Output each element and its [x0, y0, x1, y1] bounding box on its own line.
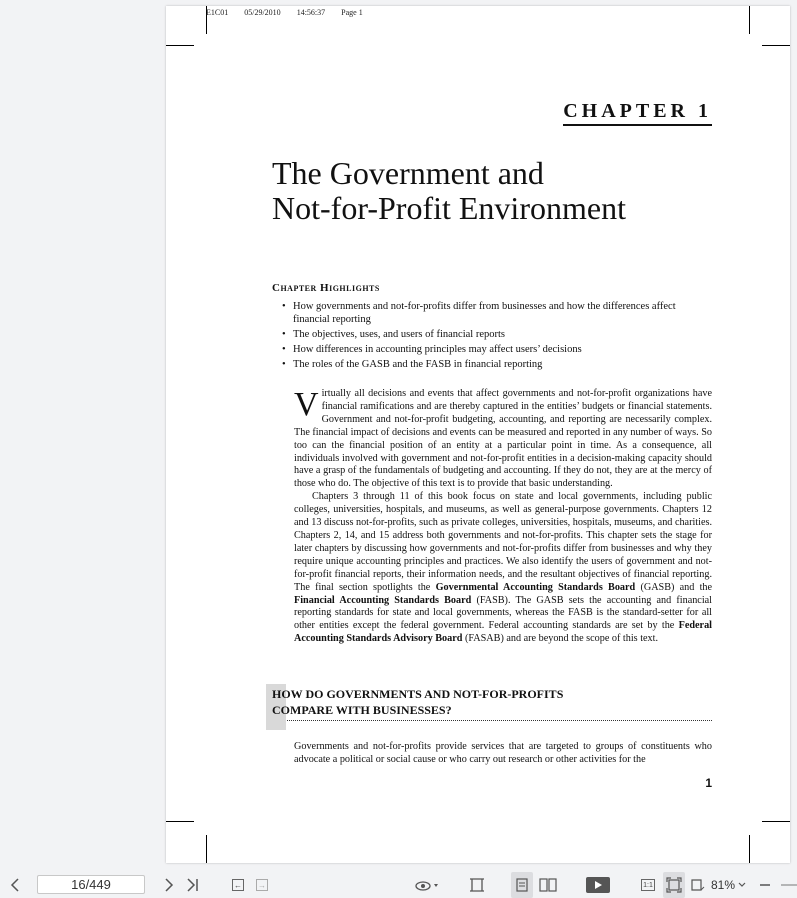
highlight-item: • The roles of the GASB and the FASB in financial reporting	[282, 358, 714, 371]
section-heading-line1: HOW DO GOVERNMENTS AND NOT-FOR-PROFITS	[272, 687, 564, 701]
play-icon	[586, 877, 610, 893]
reader-toolbar	[0, 872, 797, 898]
double-page-icon	[539, 878, 557, 892]
section-body: Governments and not-for-profits provide services that are targeted to groups of constituents who advocate a political or social cause or who carry out research or other activities for the	[294, 741, 712, 765]
highlights-list	[282, 300, 714, 373]
highlight-item: • The objectives, uses, and users of financial reports	[282, 328, 714, 341]
crop-mark	[749, 6, 750, 34]
highlight-item: • How differences in accounting principles may affect users’ decisions	[282, 343, 714, 356]
minus-icon	[760, 883, 770, 887]
print-slug	[206, 8, 377, 17]
fasb-term: Financial Accounting Standards Board	[294, 594, 472, 606]
chapter-label: CHAPTER 1	[563, 100, 712, 126]
slider-track-icon	[781, 883, 797, 887]
gasb-term: Governmental Accounting Standards Board	[435, 581, 636, 593]
crop-mark	[166, 821, 194, 822]
actual-size-button[interactable]	[638, 872, 658, 898]
intro-p2-text-c: (FASB). The GASB sets the accounting and financial reporting standards for state and local governments, whereas the FASB is the standard-setter for all other entities except the federal government. Federal accounting standards are set by the	[294, 594, 713, 632]
chapter-title	[272, 156, 712, 226]
intro-paragraph-2	[294, 491, 712, 646]
back-arrow-icon: ←	[234, 880, 242, 890]
eye-protection-button[interactable]	[412, 872, 442, 898]
fasab-term: Federal Accounting Standards Advisory Board	[294, 620, 712, 645]
crop-mark	[749, 835, 750, 863]
highlight-item: • How governments and not-for-profits differ from businesses and how the differences affect financial reporting	[282, 300, 714, 326]
eye-icon	[414, 878, 440, 892]
chapter-title-line1: The Government and	[272, 155, 544, 191]
forward-button[interactable]	[253, 872, 271, 898]
rotate-page-icon	[689, 877, 705, 893]
intro-p2-text-b: (GASB) and the	[640, 581, 713, 593]
section-heading-line2: COMPARE WITH BUSINESSES?	[272, 703, 452, 717]
slug-date: 05/29/2010	[244, 8, 281, 17]
intro-p2-text-a: Chapters 3 through 11 of this book focus on state and local governments, including public colleges, universities, hospitals, and museums, as well as general-purpose governments. Chapters 12 and 13 discuss not-for-profits, such as private colleges, universities, hospitals, museums, and charities. Chapters 2, 14, and 15 address both governments and not-for-profits. This chapter sets the stage for later chapters by discussing how governments and not-for-profits differ from businesses and why they require unique accounting principles and practices. We also identify the users of government and not-for-profit financial reports, their information needs, and the resultant objectives of financial reporting. The final section spotlights the	[294, 491, 712, 593]
page-number: 1	[705, 776, 712, 790]
slideshow-button[interactable]	[585, 872, 611, 898]
slug-file: E1C01	[206, 8, 229, 17]
crop-mark	[166, 45, 194, 46]
zoom-out-button[interactable]	[757, 872, 773, 898]
crop-mark	[762, 45, 790, 46]
crop-mark	[206, 835, 207, 863]
chapter-title-line2: Not-for-Profit Environment	[272, 190, 626, 226]
double-page-button[interactable]	[537, 872, 559, 898]
zoom-level: 81%	[711, 878, 736, 892]
section-heading	[272, 686, 712, 721]
slug-time: 14:56:37	[296, 8, 326, 17]
highlights-heading: Chapter Highlights	[272, 282, 380, 294]
fit-page-button[interactable]	[663, 872, 685, 898]
fit-page-icon	[666, 877, 682, 893]
crop-mark	[762, 821, 790, 822]
page-number-input[interactable]	[37, 875, 145, 894]
slug-page: Page 1	[341, 8, 363, 17]
single-page-icon	[516, 878, 528, 892]
last-page-button[interactable]	[184, 872, 202, 898]
back-button[interactable]	[229, 872, 247, 898]
intro-p1-text: irtually all decisions and events that affect governments and not-for-profit organizations have financial ramifications and are thereby captured in the entities’ budgets or financial statements. Government and not-for-profit budgeting, accounting, and reporting are necessarily complex. The financial impact of decisions and events can be measured and reported in any number of ways. So too can the financial position of an entity at a particular point in time. As a consequence, all individuals involved with government and not-for-profit entities in a decision-making capacity should have a grasp of the fundamentals of budgeting and accounting. If they do not, they are at the mercy of those who do. The objective of this text is to provide that basic understanding.	[294, 388, 712, 490]
drop-cap: V	[294, 386, 319, 423]
actual-size-icon: 1:1	[641, 879, 655, 891]
fit-width-icon	[469, 878, 485, 892]
intro-p2-text-d: (FASAB) and are beyond the scope of this text.	[464, 633, 659, 645]
intro-text	[294, 388, 712, 646]
chevron-right-icon	[164, 878, 174, 892]
forward-arrow-icon: →	[258, 880, 266, 890]
zoom-select[interactable]	[689, 872, 747, 898]
fit-width-button[interactable]	[467, 872, 487, 898]
next-page-button[interactable]	[160, 872, 178, 898]
intro-paragraph-1	[294, 388, 712, 491]
document-page	[166, 6, 790, 863]
zoom-slider[interactable]	[781, 872, 797, 898]
single-page-button[interactable]	[511, 872, 533, 898]
chevron-left-icon	[10, 878, 20, 892]
prev-page-button[interactable]	[6, 872, 24, 898]
last-page-icon	[186, 878, 200, 892]
chevron-down-icon	[738, 882, 746, 888]
